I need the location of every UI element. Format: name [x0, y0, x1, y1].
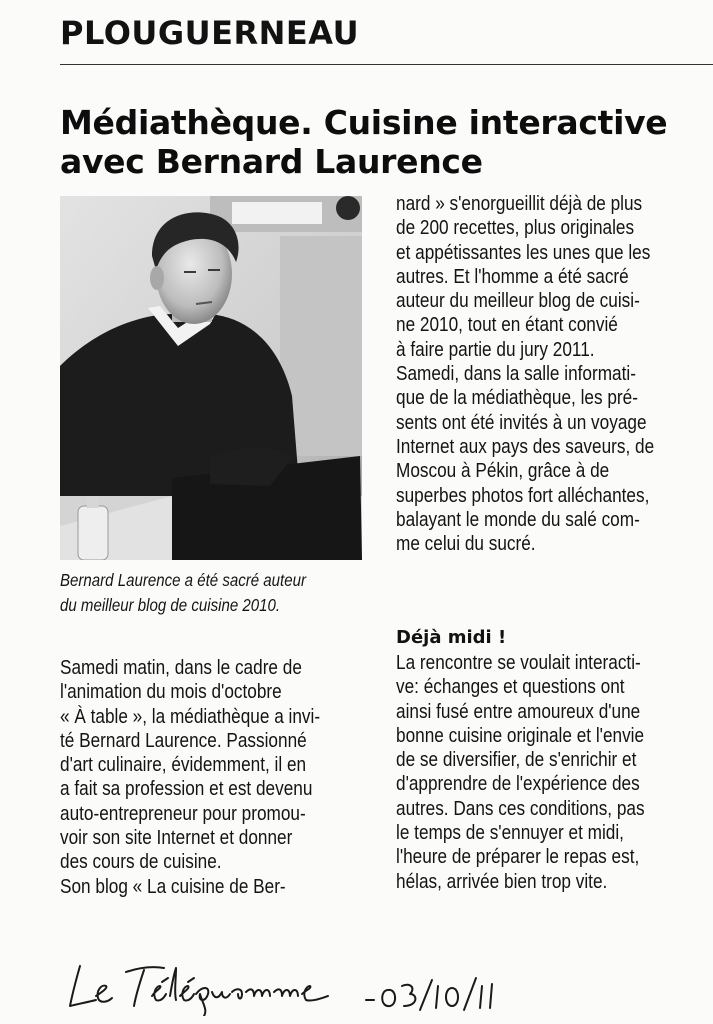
text-line: l'animation du mois d'octobre	[60, 681, 282, 704]
text-line: d'apprendre de l'expérience des	[396, 773, 640, 796]
text-line: ainsi fusé entre amoureux d'une	[396, 700, 641, 723]
headline-line-2: avec Bernard Laurence	[60, 142, 483, 181]
text-line: que de la médiathèque, les pré-	[396, 387, 638, 410]
text-line: La rencontre se voulait interacti-	[396, 652, 641, 674]
text-line: Moscou à Pékin, grâce à de	[396, 460, 610, 483]
section-title: PLOUGUERNEAU	[60, 14, 360, 52]
text-line: Samedi matin, dans le cadre de	[60, 657, 302, 679]
article-column-right-continued	[396, 651, 645, 894]
text-line: sents ont été invités à un voyage	[396, 411, 647, 434]
text-line: té Bernard Laurence. Passionné	[60, 729, 307, 752]
text-line: balayant le monde du salé com-	[396, 508, 640, 531]
text-line: ne 2010, tout en étant convié	[396, 314, 618, 337]
article-headline	[60, 103, 710, 181]
text-line: l'heure de préparer le repas est,	[396, 846, 640, 869]
photo-illustration	[60, 196, 362, 560]
article-column-right	[396, 192, 654, 556]
article-column-left	[60, 656, 320, 899]
text-line: Internet aux pays des saveurs, de	[396, 435, 655, 458]
text-line: de 200 recettes, plus originales	[396, 217, 635, 240]
text-line: Samedi, dans la salle informati-	[396, 363, 636, 386]
text-line: nard » s'enorgueillit déjà de plus	[396, 193, 643, 215]
article-subheading: Déjà midi !	[396, 627, 507, 648]
text-line: de se diversifier, de s'enrichir et	[396, 749, 637, 772]
article-photo	[60, 196, 362, 560]
text-line: voir son site Internet et donner	[60, 827, 293, 850]
caption-line: du meilleur blog de cuisine 2010.	[60, 595, 281, 615]
photo-caption	[60, 568, 322, 618]
text-line: autres. Et l'homme a été sacré	[396, 265, 629, 288]
headline-line-1: Médiathèque. Cuisine interactive	[60, 103, 668, 142]
text-line: « À table », la médiathèque a invi-	[60, 705, 321, 728]
text-line: a fait sa profession et est devenu	[60, 778, 313, 801]
text-line: me celui du sucré.	[396, 533, 536, 556]
handwritten-signature	[66, 956, 526, 1016]
signature-drawing	[66, 956, 526, 1016]
text-line: Son blog « La cuisine de Ber-	[60, 875, 286, 898]
text-line: autres. Dans ces conditions, pas	[396, 797, 645, 820]
text-line: auteur du meilleur blog de cuisi-	[396, 290, 640, 313]
text-line: ve: échanges et questions ont	[396, 676, 625, 699]
caption-line: Bernard Laurence a été sacré auteur	[60, 570, 306, 590]
text-line: le temps de s'ennuyer et midi,	[396, 822, 624, 845]
text-line: des cours de cuisine.	[60, 851, 222, 874]
text-line: superbes photos fort alléchantes,	[396, 484, 650, 507]
text-line: hélas, arrivée bien trop vite.	[396, 870, 608, 893]
text-line: et appétissantes les unes que les	[396, 241, 651, 264]
text-line: d'art culinaire, évidemment, il en	[60, 754, 307, 777]
section-divider	[60, 64, 713, 65]
text-line: bonne cuisine originale et l'envie	[396, 724, 645, 747]
text-line: auto-entrepreneur pour promou-	[60, 802, 306, 825]
text-line: à faire partie du jury 2011.	[396, 338, 595, 361]
